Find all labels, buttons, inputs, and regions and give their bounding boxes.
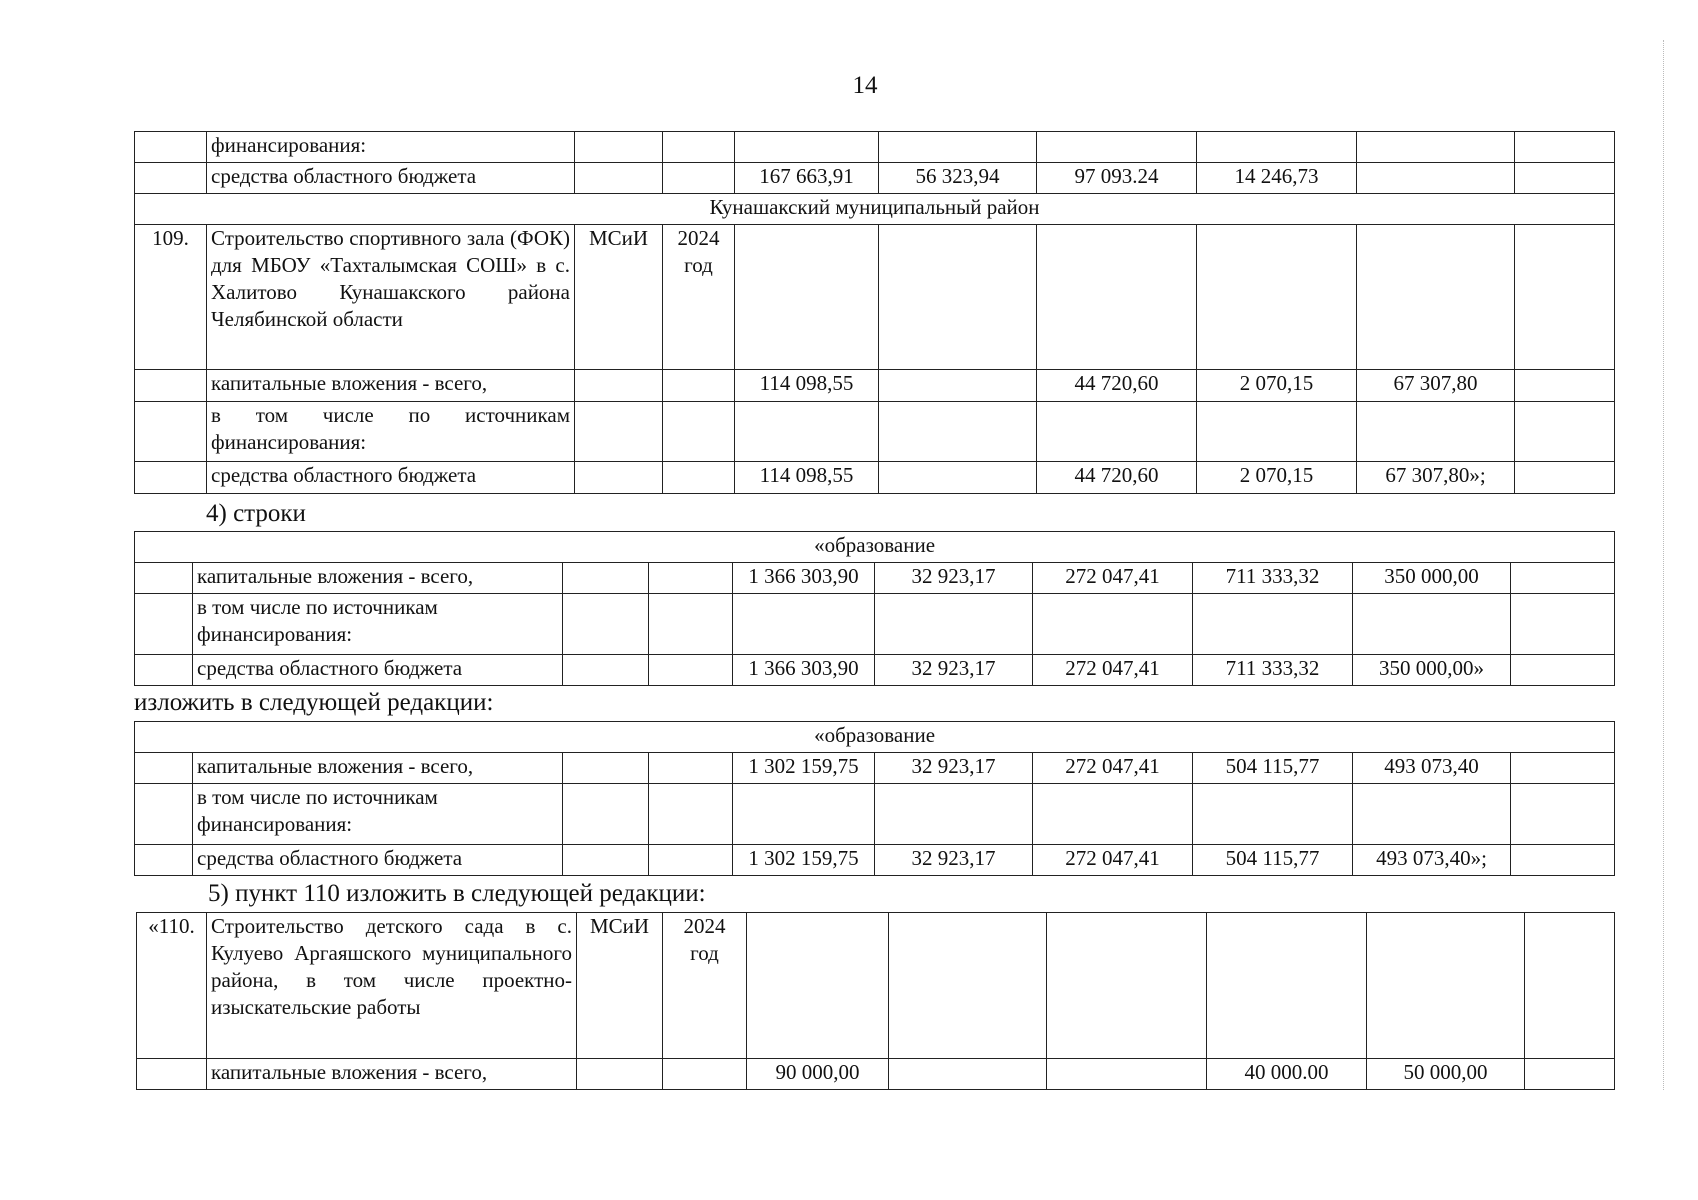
cell-value: 1 302 159,75 — [733, 753, 875, 784]
row-label: в том числе по источникам финансирования: — [207, 402, 575, 462]
cell-value — [1193, 594, 1353, 655]
item-name: Строительство детского сада в с. Кулуево Аргаяшского муниципального района, в том числе проектно-изыскательские работы — [207, 913, 577, 1059]
cell-value — [1357, 402, 1515, 462]
education-table-new — [134, 721, 1615, 876]
item-year: 2024 год — [663, 913, 747, 1059]
item-row — [137, 913, 1615, 1059]
row-label: финансирования: — [207, 132, 575, 163]
cell-value — [1197, 132, 1357, 163]
cell-value: 272 047,41 — [1033, 563, 1193, 594]
cell-value: 167 663,91 — [735, 163, 879, 194]
item-year: 2024 год — [663, 225, 735, 370]
table-row — [135, 563, 1615, 594]
cell-value: 67 307,80»; — [1357, 462, 1515, 494]
cell-value: 32 923,17 — [875, 753, 1033, 784]
item-unit: МСиИ — [575, 225, 663, 370]
section-row — [135, 194, 1615, 225]
cell-value: 44 720,60 — [1037, 462, 1197, 494]
cell-value — [879, 402, 1037, 462]
cell-value: 2 070,15 — [1197, 462, 1357, 494]
row-label: капитальные вложения - всего, — [193, 563, 563, 594]
cell-value — [1193, 784, 1353, 845]
row-label: в том числе по источникам финансирования: — [193, 784, 563, 845]
table-row — [135, 594, 1615, 655]
cell-value — [875, 784, 1033, 845]
instruction-text: 4) строки — [206, 500, 306, 527]
row-label: капитальные вложения - всего, — [207, 370, 575, 402]
cell-value: 97 093.24 — [1037, 163, 1197, 194]
cell-value — [1047, 1059, 1207, 1090]
row-label: средства областного бюджета — [193, 845, 563, 876]
row-label: капитальные вложения - всего, — [207, 1059, 577, 1090]
cell-value: 350 000,00 — [1353, 563, 1511, 594]
cell-value — [735, 402, 879, 462]
cell-value: 32 923,17 — [875, 845, 1033, 876]
table-row — [135, 784, 1615, 845]
table-row — [135, 655, 1615, 686]
item-unit: МСиИ — [577, 913, 663, 1059]
cell-value: 1 366 303,90 — [733, 655, 875, 686]
cell-value: 272 047,41 — [1033, 655, 1193, 686]
section-title: «образование — [135, 532, 1615, 563]
cell-value — [875, 594, 1033, 655]
row-label: средства областного бюджета — [193, 655, 563, 686]
cell-value: 50 000,00 — [1367, 1059, 1525, 1090]
investment-table-kunashak — [134, 131, 1615, 494]
item-row — [135, 225, 1615, 370]
section-title: «образование — [135, 722, 1615, 753]
cell-value: 40 000.00 — [1207, 1059, 1367, 1090]
scan-edge-line — [1663, 40, 1664, 1090]
cell-value — [1357, 163, 1515, 194]
cell-value — [1353, 784, 1511, 845]
cell-value — [879, 462, 1037, 494]
table-row — [135, 753, 1615, 784]
cell-value — [733, 594, 875, 655]
section-row — [135, 532, 1615, 563]
cell-value — [889, 1059, 1047, 1090]
table-row — [137, 1059, 1615, 1090]
cell-value — [1357, 132, 1515, 163]
row-label: в том числе по источникам финансирования: — [193, 594, 563, 655]
cell-value: 32 923,17 — [875, 655, 1033, 686]
item-name: Строительство спортивного зала (ФОК) для МБОУ «Тахталымская СОШ» в с. Халитово Кунашакского района Челябинской области — [207, 225, 575, 370]
table-row — [135, 370, 1615, 402]
cell-value: 493 073,40»; — [1353, 845, 1511, 876]
item-number: «110. — [137, 913, 207, 1059]
row-label: средства областного бюджета — [207, 163, 575, 194]
cell-value — [1037, 132, 1197, 163]
investment-table-item-110 — [136, 912, 1615, 1090]
cell-value: 711 333,32 — [1193, 563, 1353, 594]
cell-value — [1353, 594, 1511, 655]
cell-value: 272 047,41 — [1033, 753, 1193, 784]
cell-value: 504 115,77 — [1193, 753, 1353, 784]
cell-value: 350 000,00» — [1353, 655, 1511, 686]
cell-value: 114 098,55 — [735, 370, 879, 402]
cell-value — [735, 132, 879, 163]
page-number: 14 — [852, 72, 878, 99]
cell-value: 44 720,60 — [1037, 370, 1197, 402]
table-row — [135, 462, 1615, 494]
cell-value: 56 323,94 — [879, 163, 1037, 194]
cell-value — [879, 132, 1037, 163]
section-row — [135, 722, 1615, 753]
cell-value — [1197, 402, 1357, 462]
cell-value: 14 246,73 — [1197, 163, 1357, 194]
table-row — [135, 402, 1615, 462]
education-table-old — [134, 531, 1615, 686]
item-number: 109. — [135, 225, 207, 370]
section-title: Кунашакский муниципальный район — [135, 194, 1615, 225]
table-row — [135, 163, 1615, 194]
cell-value — [879, 370, 1037, 402]
cell-value: 90 000,00 — [747, 1059, 889, 1090]
row-label: средства областного бюджета — [207, 462, 575, 494]
cell-value — [733, 784, 875, 845]
instruction-text: изложить в следующей редакции: — [134, 689, 494, 716]
cell-value: 67 307,80 — [1357, 370, 1515, 402]
row-label: капитальные вложения - всего, — [193, 753, 563, 784]
cell-value — [1033, 784, 1193, 845]
cell-value: 493 073,40 — [1353, 753, 1511, 784]
cell-value — [1037, 402, 1197, 462]
cell-value: 1 302 159,75 — [733, 845, 875, 876]
cell-value: 32 923,17 — [875, 563, 1033, 594]
cell-value: 504 115,77 — [1193, 845, 1353, 876]
cell-value: 1 366 303,90 — [733, 563, 875, 594]
cell-value: 711 333,32 — [1193, 655, 1353, 686]
instruction-text: 5) пункт 110 изложить в следующей редакции: — [208, 880, 706, 907]
cell-value: 272 047,41 — [1033, 845, 1193, 876]
cell-value: 2 070,15 — [1197, 370, 1357, 402]
cell-value — [1033, 594, 1193, 655]
table-row — [135, 845, 1615, 876]
cell-value: 114 098,55 — [735, 462, 879, 494]
table-row — [135, 132, 1615, 163]
